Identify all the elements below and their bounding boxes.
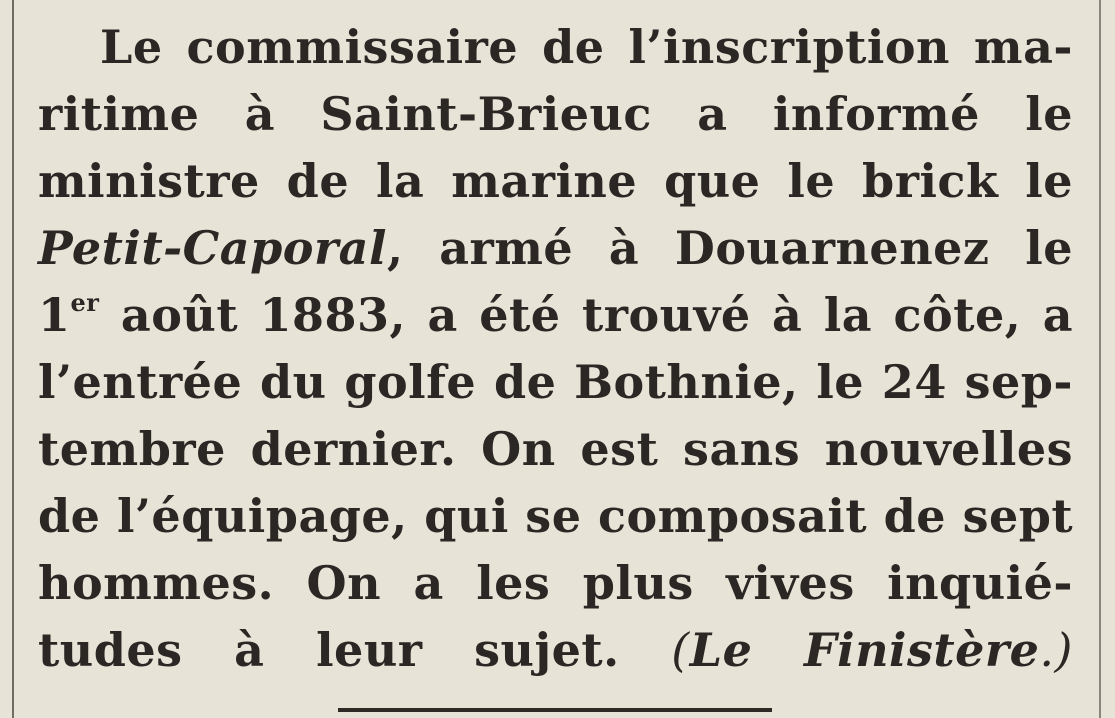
article-line: Le commissaire de l’inscription ma- bbox=[100, 20, 1073, 74]
article-line: de l’équipage, qui se composait de sept bbox=[38, 489, 1074, 543]
source-open-paren: ( bbox=[671, 623, 690, 677]
article-line: hommes. On a les plus vives inquié- bbox=[38, 556, 1073, 610]
news-article bbox=[38, 14, 1073, 684]
article-last-line bbox=[38, 617, 1073, 684]
article-line-date bbox=[38, 282, 1073, 349]
article-line: ritime à Saint-Brieuc a informé le bbox=[38, 87, 1073, 141]
article-line-text: tudes à leur sujet. bbox=[38, 623, 620, 677]
article-line-text: août 1883, a été trouvé à la côte, a bbox=[99, 288, 1073, 342]
article-line: l’entrée du golfe de Bothnie, le 24 sep- bbox=[38, 355, 1073, 409]
ship-name: Petit-Caporal bbox=[38, 221, 387, 275]
source-citation bbox=[671, 623, 1073, 677]
bottom-separator-rule bbox=[338, 708, 772, 712]
column-rule-left bbox=[12, 0, 14, 718]
source-name: Le Finistère bbox=[689, 623, 1040, 677]
article-line: tembre dernier. On est sans nouvelles bbox=[38, 422, 1073, 476]
column-rule-right bbox=[1099, 0, 1101, 718]
article-line: ministre de la marine que le brick le bbox=[38, 154, 1073, 208]
article-line-ship bbox=[38, 215, 1073, 282]
source-close-paren: .) bbox=[1039, 623, 1073, 677]
article-line-text: , armé à Douarnenez le bbox=[386, 221, 1073, 275]
date-number: 1 bbox=[38, 288, 71, 342]
date-superscript: er bbox=[70, 288, 100, 317]
